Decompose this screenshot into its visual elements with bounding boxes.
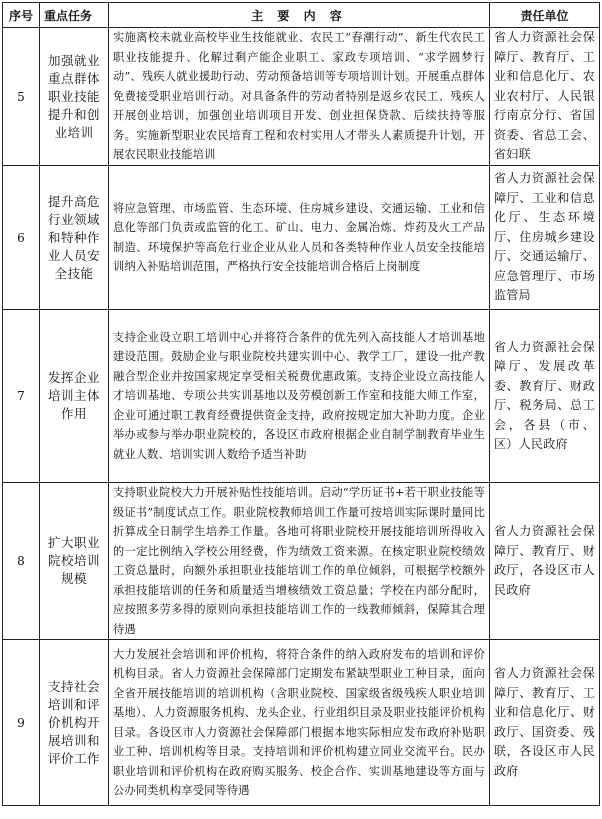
table-row xyxy=(3,166,600,310)
header-no: 序号 xyxy=(3,3,40,28)
row-task: 发挥企业培训主体作用 xyxy=(40,310,109,483)
row-unit: 省人力资源社会保障厅、教育厅、工业和信息化厅、农业农村厅、人民银行南京分行、省国资委、省总工会、省妇联 xyxy=(490,28,600,166)
row-unit: 省人力资源社会保障厅、发展改革委、教育厅、财政厅、税务局、总工会，各县（市、区）人民政府 xyxy=(490,310,600,483)
table-row xyxy=(3,483,600,640)
row-task: 加强就业重点群体职业技能提升和创业培训 xyxy=(40,28,109,166)
row-content: 实施离校未就业高校毕业生技能就业、农民工“春潮行动”、新生代农民工职业技能提升、化解过剩产能企业职工、家政专项培训、“求学圆梦行动”、残疾人就业援助行动、劳动预备培训等专项培训计划。开展重点群体免费接受职业培训行动。对具备条件的劳动者特别是返乡农民工、残疾人开展创业培训，加强创业培训项目开发、创业担保贷款、后续扶持等服务。实施新型职业农民培育工程和农村实用人才带头人素质提升计划，开展农民职业技能培训 xyxy=(109,28,490,166)
row-number: 8 xyxy=(3,483,40,640)
row-unit: 省人力资源社会保障厅、工业和信息化厅、生态环境厅、住房城乡建设厅、交通运输厅、应急管理厅、市场监管局 xyxy=(490,166,600,310)
row-content: 大力发展社会培训和评价机构，将符合条件的纳入政府发布的培训和评价机构目录。省人力资源社会保障部门定期发布紧缺型职业工种目录，面向全省开展技能培训的培训机构（含职业院校、国家级省级残疾人职业培训基地）、人力资源服务机构、龙头企业、行业组织目录及职业技能评价机构目录。各设区市人力资源社会保障部门根据本地实际相应发布政府补贴职业工种、培训机构等目录。支持培训和评价机构建立同业交流平台。民办职业培训和评价机构在政府购买服务、校企合作、实训基地建设等方面与公办同类机构享受同等待遇 xyxy=(109,640,490,806)
row-number: 9 xyxy=(3,640,40,806)
table-row xyxy=(3,28,600,166)
task-table xyxy=(2,2,600,806)
row-number: 5 xyxy=(3,28,40,166)
header-task: 重点任务 xyxy=(40,3,109,28)
row-number: 7 xyxy=(3,310,40,483)
row-task: 扩大职业院校培训规模 xyxy=(40,483,109,640)
table-row xyxy=(3,640,600,806)
row-number: 6 xyxy=(3,166,40,310)
row-content: 将应急管理、市场监管、生态环境、住房城乡建设、交通运输、工业和信息化等部门负责或监管的化工、矿山、电力、金属冶炼、炸药及火工产品制造、环境保护等高危行业企业从业人员和各类特种作业人员安全技能培训纳入补贴培训范围，严格执行安全技能培训合格后上岗制度 xyxy=(109,166,490,310)
header-content: 主 要 内 容 xyxy=(109,3,490,28)
row-task: 支持社会培训和评价机构开展培训和评价工作 xyxy=(40,640,109,806)
row-content: 支持企业设立职工培训中心并将符合条件的优先列入高技能人才培训基地建设范围。鼓励企业与职业院校共建实训中心、教学工厂，建设一批产教融合型企业并按国家规定享受相关税费优惠政策。支持企业设立高技能人才培训基地、专项公共实训基地以及劳模创新工作室和技能大师工作室，企业可通过职工教育经费提供资金支持，政府按规定加大补助力度。企业举办或参与举办职业院校的，各设区市政府根据企业自制学制教育毕业生就业人数、培训实训人数给予适当补助 xyxy=(109,310,490,483)
row-task: 提升高危行业领域和特种作业人员安全技能 xyxy=(40,166,109,310)
table-row xyxy=(3,310,600,483)
header-row xyxy=(3,3,600,28)
header-unit: 责任单位 xyxy=(490,3,600,28)
row-unit: 省人力资源社会保障厅、教育厅、工业和信息化厅、财政厅、国资委、残联，各设区市人民政府 xyxy=(490,640,600,806)
row-content: 支持职业院校大力开展补贴性技能培训。启动“学历证书+若干职业技能等级证书”制度试点工作。职业院校教师培训工作量可按培训实际课时量同比折算成全日制学生培养工作量。各地可将职业院校开展技能培训所得收入的一定比例纳入学校公用经费，作为绩效工资来源。在核定职业院校绩效工资总量时，向额外承担职业技能培训工作的单位倾斜，可根据学校额外承担技能培训的任务和质量适当增核绩效工资总量；学校在内部分配时，应按照多劳多得的原则向承担技能培训工作的一线教师倾斜，保障其合理待遇 xyxy=(109,483,490,640)
row-unit: 省人力资源社会保障厅、教育厅、财政厅，各设区市人民政府 xyxy=(490,483,600,640)
